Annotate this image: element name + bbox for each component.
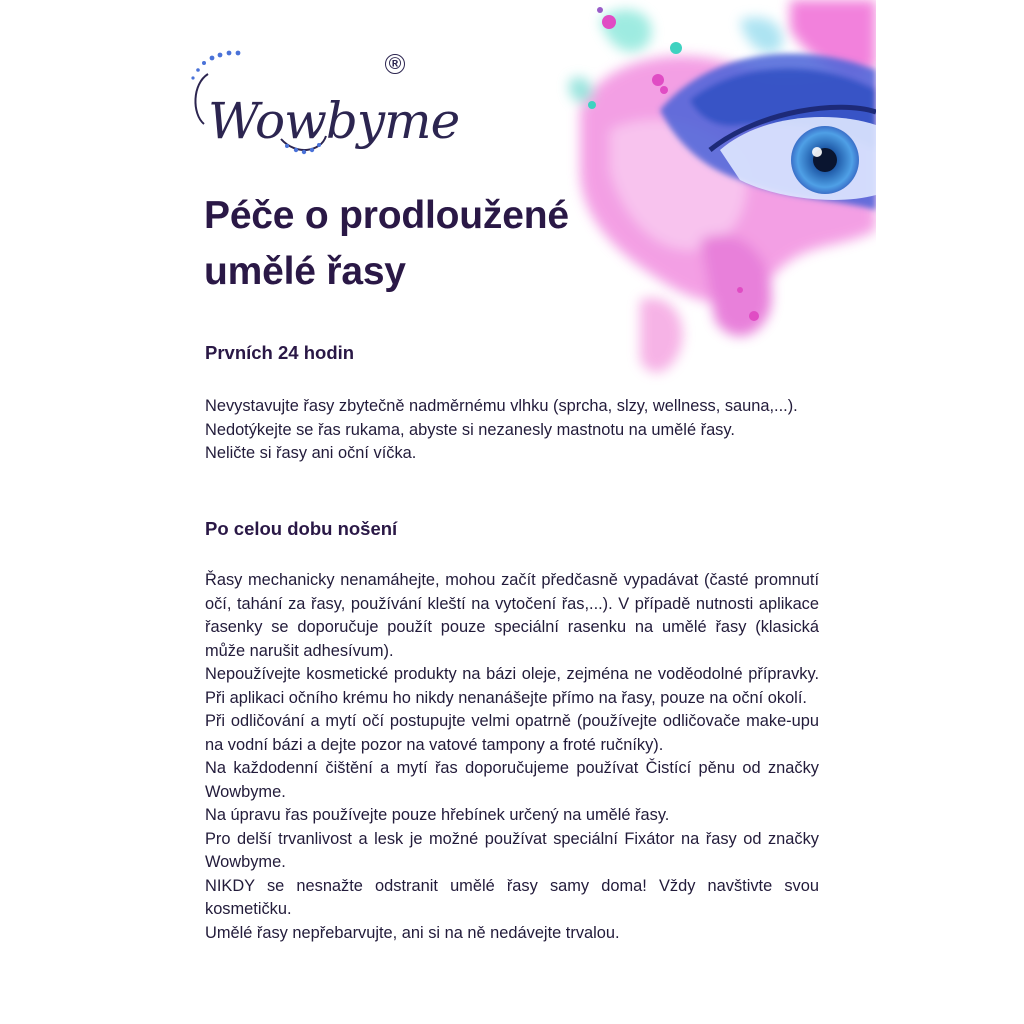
- paragraph: Nedotýkejte se řas rukama, abyste si nezanesly mastnotu na umělé řasy.: [205, 420, 735, 439]
- logo-wordmark: Wowbyme: [208, 92, 460, 150]
- registered-trademark-mark: ®: [385, 54, 405, 74]
- paragraph: Na každodenní čištění a mytí řas doporučujeme používat Čistící pěnu od značky Wowbyme.: [205, 759, 819, 801]
- watercolor-eye-illustration: [540, 0, 876, 400]
- paragraph: Nevystavujte řasy zbytečně nadměrnému vlhku (sprcha, slzy, wellness, sauna,...).: [205, 397, 798, 415]
- paragraph: Při odličování a mytí očí postupujte velmi opatrně (používejte odličovače make-upu na vodní bázi a dejte pozor na vatové tampony a froté ručníky).: [205, 712, 819, 754]
- section-heading-first-24-hours: Prvních 24 hodin: [205, 342, 355, 363]
- paragraph: Neličte si řasy ani oční víčka.: [205, 444, 417, 462]
- paragraph: NIKDY se nesnažte odstranit umělé řasy samy doma! Vždy navštivte svou kosmetičku.: [205, 876, 819, 918]
- paragraph: Nepoužívejte kosmetické produkty na bázi oleje, zejména ne voděodolné přípravky. Při aplikaci očního krému ho nikdy nenanášejte přímo na řasy, pouze na oční okolí.: [205, 665, 819, 707]
- brand-logo: [186, 44, 460, 164]
- section-body-entire-wear: [205, 569, 819, 945]
- section-body-first-24-hours: [205, 395, 819, 466]
- page-title-line-2: umělé řasy: [204, 250, 406, 293]
- section-heading-entire-wear: Po celou dobu nošení: [205, 518, 398, 539]
- page-title-line-1: Péče o prodloužené: [204, 194, 569, 237]
- paragraph: Umělé řasy nepřebarvujte, ani si na ně nedávejte trvalou.: [205, 923, 620, 942]
- paragraph: Řasy mechanicky nenamáhejte, mohou začít předčasně vypadávat (časté promnutí očí, tahání za řasy, používání kleští na vytočení řas,...). V případě nutnosti aplikace řasenky se doporučuje použít pouze speciální rasenku na umělé řasy (klasická může narušit adhesívum).: [205, 571, 819, 660]
- paragraph: Na úpravu řas používejte pouze hřebínek určený na umělé řasy.: [205, 806, 670, 824]
- paragraph: Pro delší trvanlivost a lesk je možné používat speciální Fixátor na řasy od značky Wowbyme.: [205, 829, 819, 871]
- page-title: [204, 188, 569, 300]
